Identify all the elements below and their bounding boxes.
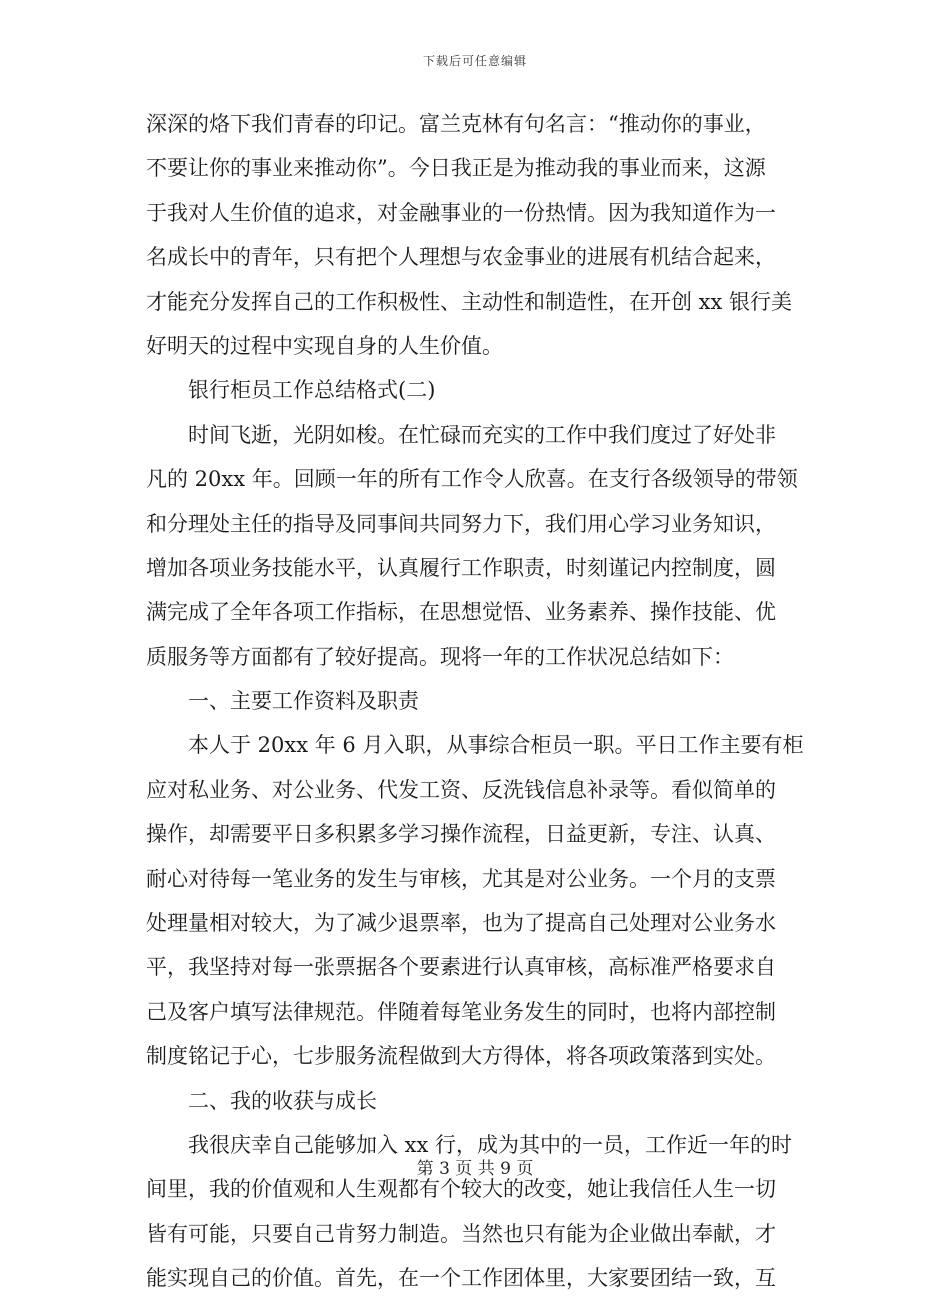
page-number: 第 3 页 共 9 页	[416, 1159, 534, 1179]
text-line: 增加各项业务技能水平，认真履行工作职责，时刻谨记内控制度，圆	[146, 555, 776, 580]
text-line: 本人于 20xx 年 6 月入职，从事综合柜员一职。平日工作主要有柜	[188, 733, 804, 758]
text-line: 制度铭记于心，七步服务流程做到大方得体，将各项政策落到实处。	[146, 1044, 776, 1069]
text-line: 处理量相对较大，为了减少退票率，也为了提高自己处理对公业务水	[146, 911, 776, 936]
text-line: 和分理处主任的指导及同事间共同努力下，我们用心学习业务知识，	[146, 511, 776, 536]
text-line: 不要让你的事业来推动你”。今日我正是为推动我的事业而来，这源	[146, 156, 766, 181]
text-line: 银行柜员工作总结格式(二)	[188, 378, 436, 403]
text-line: 深深的烙下我们青春的印记。富兰克林有句名言：“推动你的事业，	[146, 112, 766, 136]
page-header: 下载后可任意编辑	[422, 54, 527, 68]
text-line: 于我对人生价值的追求，对金融事业的一份热情。因为我知道作为一	[146, 200, 776, 225]
text-line: 我很庆幸自己能够加入 xx 行，成为其中的一员，工作近一年的时	[188, 1132, 793, 1157]
text-line: 时间飞逝，光阴如梭。在忙碌而充实的工作中我们度过了好处非	[188, 422, 776, 447]
text-line: 平，我坚持对每一张票据各个要素进行认真审核，高标准严格要求自	[146, 955, 776, 980]
text-line: 才能充分发挥自己的工作积极性、主动性和制造性，在开创 xx 银行美	[146, 289, 793, 314]
text-line: 操作，却需要平日多积累多学习操作流程，日益更新，专注、认真、	[146, 822, 776, 847]
document-body	[146, 102, 806, 1301]
text-line: 质服务等方面都有了较好提高。现将一年的工作状况总结如下：	[146, 644, 734, 669]
text-line: 二、我的收获与成长	[188, 1088, 377, 1113]
text-line: 应对私业务、对公业务、代发工资、反洗钱信息补录等。看似简单的	[146, 777, 776, 802]
text-line: 一、主要工作资料及职责	[188, 689, 419, 714]
text-line: 间里，我的价值观和人生观都有个较大的改变，她让我信任人生一切	[146, 1177, 776, 1202]
text-line: 耐心对待每一笔业务的发生与审核，尤其是对公业务。一个月的支票	[146, 866, 776, 891]
text-line: 己及客户填写法律规范。伴随着每笔业务发生的同时，也将内部控制	[146, 999, 776, 1024]
text-line: 皆有可能，只要自己肯努力制造。当然也只有能为企业做出奉献，才	[146, 1221, 776, 1246]
text-line: 能实现自己的价值。首先，在一个工作团体里，大家要团结一致，互	[146, 1266, 776, 1291]
text-line: 名成长中的青年，只有把个人理想与农金事业的进展有机结合起来，	[146, 245, 776, 270]
text-line: 满完成了全年各项工作指标，在思想觉悟、业务素养、操作技能、优	[146, 600, 776, 625]
text-line: 凡的 20xx 年。回顾一年的所有工作令人欣喜。在支行各级领导的带领	[146, 467, 798, 492]
text-line: 好明天的过程中实现自身的人生价值。	[146, 333, 503, 358]
